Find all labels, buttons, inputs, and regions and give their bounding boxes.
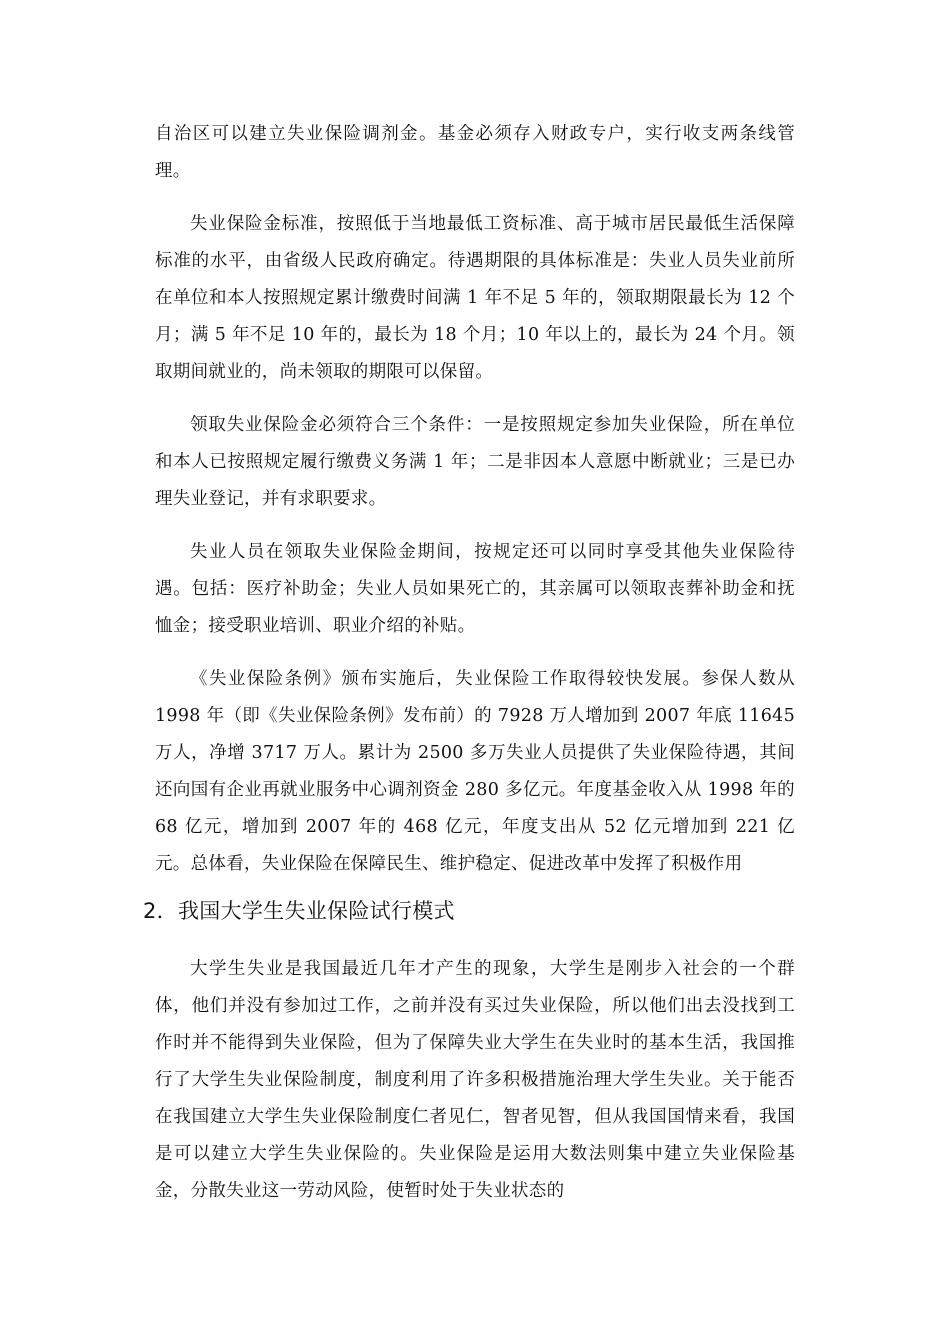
paragraph-gap bbox=[155, 190, 795, 206]
paragraph-fund-management: 自治区可以建立失业保险调剂金。基金必须存入财政专户，实行收支两条线管理。 bbox=[155, 124, 795, 181]
paragraph-eligibility-conditions: 领取失业保险金必须符合三个条件：一是按照规定参加失业保险，所在单位和本人已按照规定履行缴费义务满 1 年；二是非因本人意愿中断就业；三是已办理失业登记，并有求职要求。 bbox=[155, 415, 795, 509]
paragraph-gap bbox=[155, 883, 795, 891]
paragraph-gap bbox=[155, 518, 795, 534]
paragraph-gap bbox=[155, 391, 795, 407]
paragraph-benefit-standard: 失业保险金标准，按照低于当地最低工资标准、高于城市居民最低生活保障标准的水平，由省级人民政府确定。待遇期限的具体标准是：失业人员失业前所在单位和本人按照规定累计缴费时间满 1 年不足 5 年的，领取期限最长为 12 个月；满 5 年不足 10 年的，最长为 18 个月；10 年以上的，最长为 24 个月。领取期间就业的，尚未领取的期限可以保留。 bbox=[155, 214, 795, 382]
paragraph-other-benefits: 失业人员在领取失业保险金期间，按规定还可以同时享受其他失业保险待遇。包括：医疗补助金；失业人员如果死亡的，其亲属可以领取丧葬补助金和抚恤金；接受职业培训、职业介绍的补贴。 bbox=[155, 542, 795, 636]
section-heading: 2．我国大学生失业保险试行模式 bbox=[143, 899, 455, 923]
paragraph-gap bbox=[155, 931, 795, 951]
paragraph-gap bbox=[155, 645, 795, 661]
document-body bbox=[143, 116, 795, 1210]
paragraph-graduate-unemployment: 大学生失业是我国最近几年才产生的现象，大学生是刚步入社会的一个群体，他们并没有参加过工作，之前并没有买过失业保险，所以他们出去没找到工作时并不能得到失业保险，但为了保障失业大学生在失业时的基本生活，我国推行了大学生失业保险制度，制度利用了许多积极措施治理大学生失业。关于能否在我国建立大学生失业保险制度仁者见仁，智者见智，但从我国国情来看，我国是可以建立大学生失业保险的。失业保险是运用大数法则集中建立失业保险基金，分散失业这一劳动风险，使暂时处于失业状态的 bbox=[155, 959, 795, 1201]
paragraph-development-statistics: 《失业保险条例》颁布实施后，失业保险工作取得较快发展。参保人数从 1998 年（即《失业保险条例》发布前）的 7928 万人增加到 2007 年底 11645 万人，净增 3717 万人。累计为 2500 多万失业人员提供了失业保险待遇，其间还向国有企业再就业服务中心调剂资金 280 多亿元。年度基金收入从 1998 年的 68 亿元，增加到 2007 年的 468 亿元，年度支出从 52 亿元增加到 221 亿元。总体看，失业保险在保障民生、维护稳定、促进改革中发挥了积极作用 bbox=[155, 669, 795, 874]
